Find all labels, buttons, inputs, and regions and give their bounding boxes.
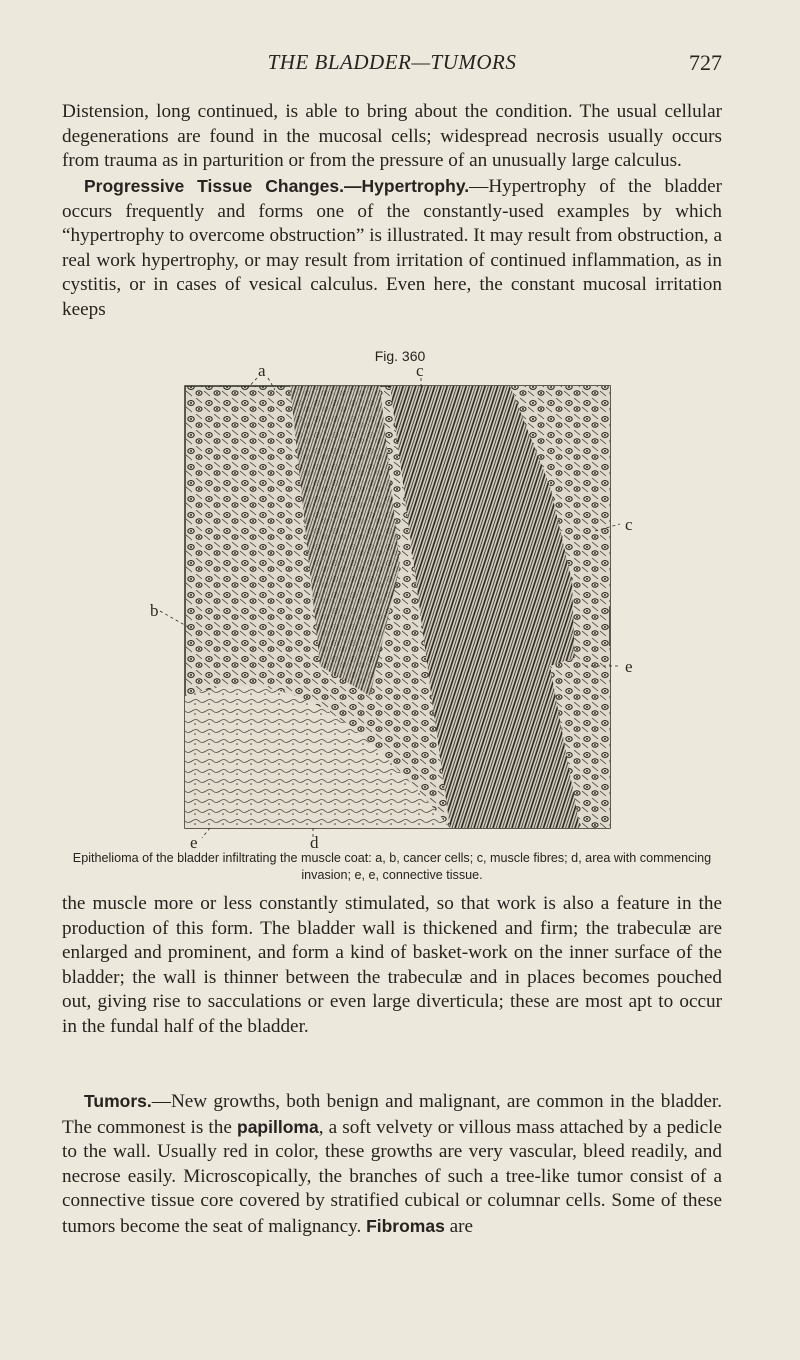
figure-letter-c-top: c (416, 366, 424, 380)
section-heading-tumors: Tumors. (84, 1091, 152, 1111)
figure-letter-a: a (258, 366, 266, 380)
figure-letter-c-right: c (625, 515, 633, 534)
figure-letter-d: d (310, 833, 319, 850)
figure-letter-e-right: e (625, 657, 633, 676)
hypertrophy-text: —Hypertrophy of the bladder occurs frequently and forms one of the constantly-used examples by which “hypertrophy to overcome obstruction” is illustrated. It may result from obstruction, a real work hypertrophy, or may result from irritation of continued inflammation, as in cystitis, or in cases of vesical calculus. Even here, the constant mucosal irritation keeps (62, 176, 722, 320)
figure-label: Fig. 360 (374, 348, 426, 364)
page-header (62, 50, 722, 80)
section-heading-hypertrophy: Progressive Tissue Changes.—Hypertrophy. (84, 176, 470, 196)
term-papilloma: papilloma (237, 1116, 319, 1137)
figure-caption: Epithelioma of the bladder infiltrating the muscle coat: a, b, cancer cells; c, muscle fibres; d, area with commencing invasion; e, e, connective tissue. (72, 851, 712, 882)
figure-letter-e-bottom: e (190, 833, 198, 850)
paragraph-tumors (62, 1089, 722, 1240)
tumors-text-c: are (444, 1215, 474, 1237)
running-head: THE BLADDER—TUMORS (267, 50, 517, 74)
paragraph-distension: Distension, long continued, is able to bring about the condition. The usual cellular degenerations are found in the mucosal cells; widespread necrosis usually occurs from trauma as in parturition or from the pressure of an unusually large calculus. (62, 101, 722, 172)
figure-illustration (150, 366, 650, 850)
figure-letter-b: b (150, 601, 159, 620)
paragraph-hypertrophy (62, 174, 722, 323)
tumors-text-a: —New growths, both benign and malignant, are common in the bladder. The commonest is the (62, 1091, 722, 1138)
page-number: 727 (689, 50, 722, 75)
tumors-text-b: , a soft velvety or villous mass attached by a pedicle to the wall. Usually red in color, these growths are very vascular, bleed readily, and necrose easily. Microscopically, the branches of such a tree-like tumor consist of a connective tissue core covered by stratified cubical or columnar cells. Some of these tumors become the seat of malignancy. (62, 1116, 723, 1237)
paragraph-muscle: the muscle more or less constantly stimulated, so that work is also a feature in the production of this form. The bladder wall is thickened and firm; the trabeculæ are enlarged and prominent, and form a kind of basket-work on the inner surface of the bladder; the wall is thinner between the trabeculæ and in places becomes pouched out, giving rise to sacculations or even large diverticula; these are most apt to occur in the fundal half of the bladder. (62, 893, 722, 1037)
term-fibromas: Fibromas (366, 1215, 445, 1236)
